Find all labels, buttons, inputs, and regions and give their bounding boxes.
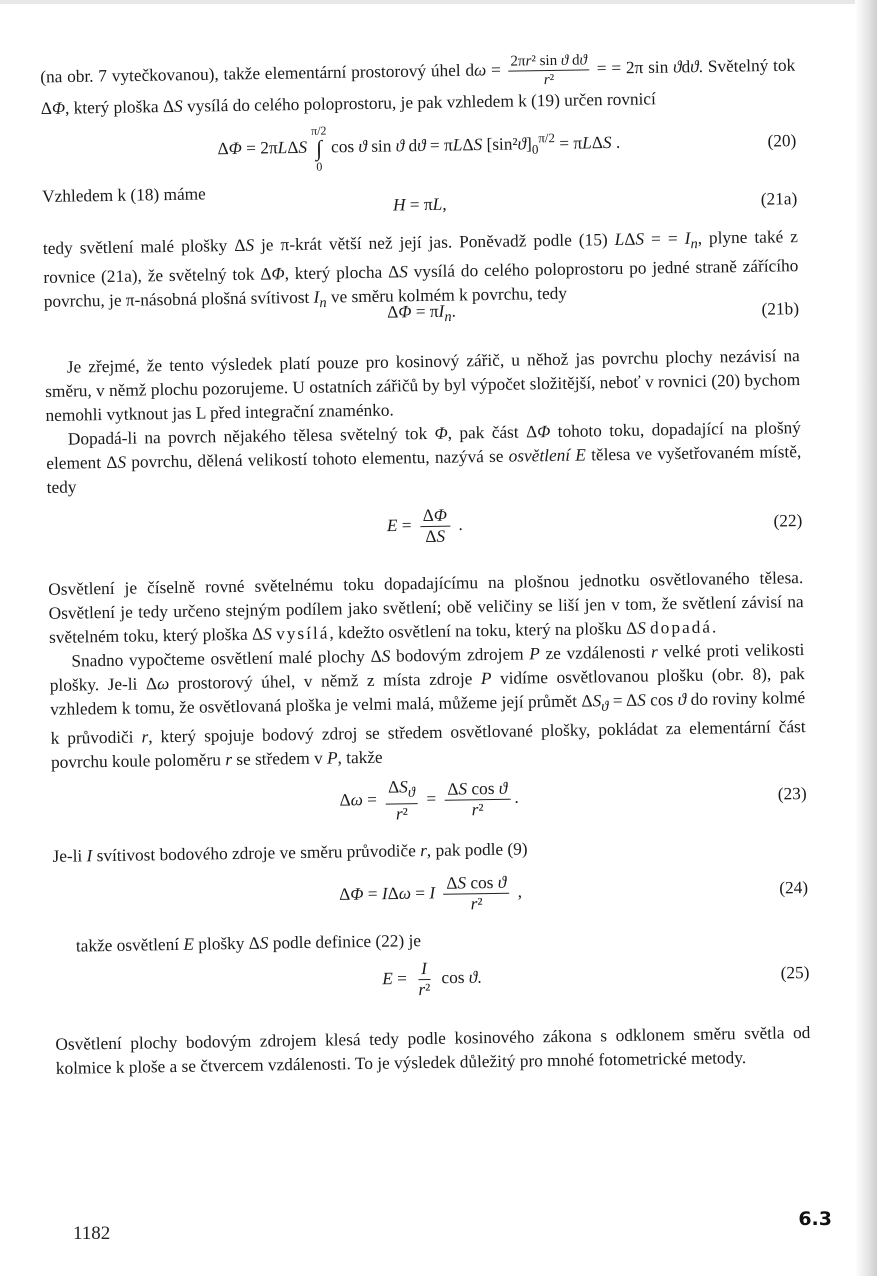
paragraph-10: Osvětlení plochy bodovým zdrojem klesá tedy podle kosinového zákona s odklonem směru světla od kolmice k ploše a se čtvercem vzdálenosti. To je výsledek důležitý pro mnohé fotometrické metody.: [55, 1023, 811, 1079]
equation-number: (22): [773, 510, 803, 531]
equation-number: (21a): [760, 189, 798, 209]
equation-number: (24): [779, 878, 809, 898]
page-body: [40, 48, 811, 1081]
paragraph-5: Dopadá-li na povrch nějakého tělesa světelný tok Φ, pak část ΔΦ tohoto toku, dopadající na plošný element ΔS povrchu, dělená velikostí tohoto elementu, nazývá se osvětlení E tělesa ve vyšetřovaném místě, tedy: [46, 418, 802, 497]
paragraph-1: (na obr. 7 vytečkovanou), takže elementární prostorový úhel dω = $\frac{\text{2πr² sin ϑ dϑ}}{\text{r²}}$ = = 2π sin ϑdϑ. Světelný tok ΔΦ, který ploška ΔS vysílá do celého poloprostoru, je pak vzhledem k (19) určen rovnicí: [40, 52, 796, 118]
equation-21a: H = πL, (21a): [392, 189, 798, 215]
equation-number: (25): [780, 963, 810, 983]
section-label: 6.3: [798, 1208, 832, 1230]
paragraph-7: Snadno vypočteme osvětlení malé plochy ΔS bodovým zdrojem P ze vzdálenosti r velké proti velikosti plošky. Je-li Δω prostorový úhel, v němž z místa zdroje P vidíme osvětlovanou plošku (obr. 8), pak vzhledem k tomu, že osvětlovaná ploška je velmi malá, můžeme její průmět $\Delta S_ϑ = \Delta S$ cos ϑ do roviny kolmé k průvodiči r, který spojuje bodový zdroj se středem osvětlované plošky, pokládat za elementární část povrchu koule poloměru r se středem v P, takže: [49, 639, 806, 773]
equation-number: (21b): [761, 299, 800, 319]
paragraph-3: tedy světlení malé plošky ΔS je π-krát větší než její jas. Poněvadž podle (15) LΔS = = $I_n$, plyne také z rovnice (21a), že světelný tok ΔΦ, který plocha ΔS vysílá do celého poloprostoru po jedné straně zářícího povrchu, je π-násobná plošná svítivost $I_n$ ve směru kolmém k povrchu, tedy: [42, 227, 799, 312]
equation-21b: $\Delta\Phi = \pi I_n$. (21b): [386, 299, 800, 326]
inline-fraction: $\frac{\text{2πr² sin ϑ dϑ}}{\text{r²}}$: [508, 51, 589, 89]
equation-24: ΔΦ = IΔω = I $\frac{\text{ΔS cos ϑ}}{\text{r²}}$ , (24): [339, 872, 809, 914]
paragraph-8: Je-li I svítivost bodového zdroje ve směru průvodiče r, pak podle (9): [52, 839, 528, 867]
scan-top-edge: [0, 0, 877, 4]
paragraph-4: Je zřejmé, že tento výsledek platí pouze pro kosinový zářič, u něhož jas povrchu plochy nezávisí na směru, v němž plochu pozorujeme. U ostatních zářičů by byl výpočet složitější, neboť v rovnici (20) bychom nemohli vytknout jas L před integrační znaménko.: [45, 346, 801, 425]
equation-number: (20): [767, 131, 797, 151]
equation-25: E = $\frac{I}{\text{r²}}$ cos ϑ. (25): [382, 958, 810, 1000]
page-number: 1182: [73, 1223, 111, 1244]
scan-page-edge: [855, 0, 877, 1276]
paragraph-2: Vzhledem k (18) máme: [41, 184, 206, 206]
equation-23: Δω = $\frac{\Delta S_ϑ}{\text{r²}}$ = $\frac{\text{ΔS cos ϑ}}{\text{r²}}$ . (23): [339, 777, 807, 824]
paragraph-6: Osvětlení je číselně rovné světelnému toku dopadajícímu na plošnou jednotku osvětlovaného tělesa. Osvětlení je tedy určeno stejným podílem jako světlení; obě veličiny se liší jen v tom, že světlení závisí na světelném toku, který ploška ΔS vysílá, kdežto osvětlení na toku, který na plošku ΔS dopadá.: [48, 567, 804, 647]
equation-number: (23): [777, 784, 807, 804]
equation-22: E = $\frac{\Delta\Phi}{\Delta S}$ . (22): [386, 506, 803, 547]
paragraph-9: takže osvětlení E plošky ΔS podle definice (22) je: [75, 931, 422, 956]
equation-20: ΔΦ = 2πLΔS π/2 ∫ 0 cos ϑ sin ϑ dϑ = πLΔS $[\sin^2ϑ]_0^{\pi/2} = \pi L\Delta S$ . (20): [217, 123, 797, 174]
